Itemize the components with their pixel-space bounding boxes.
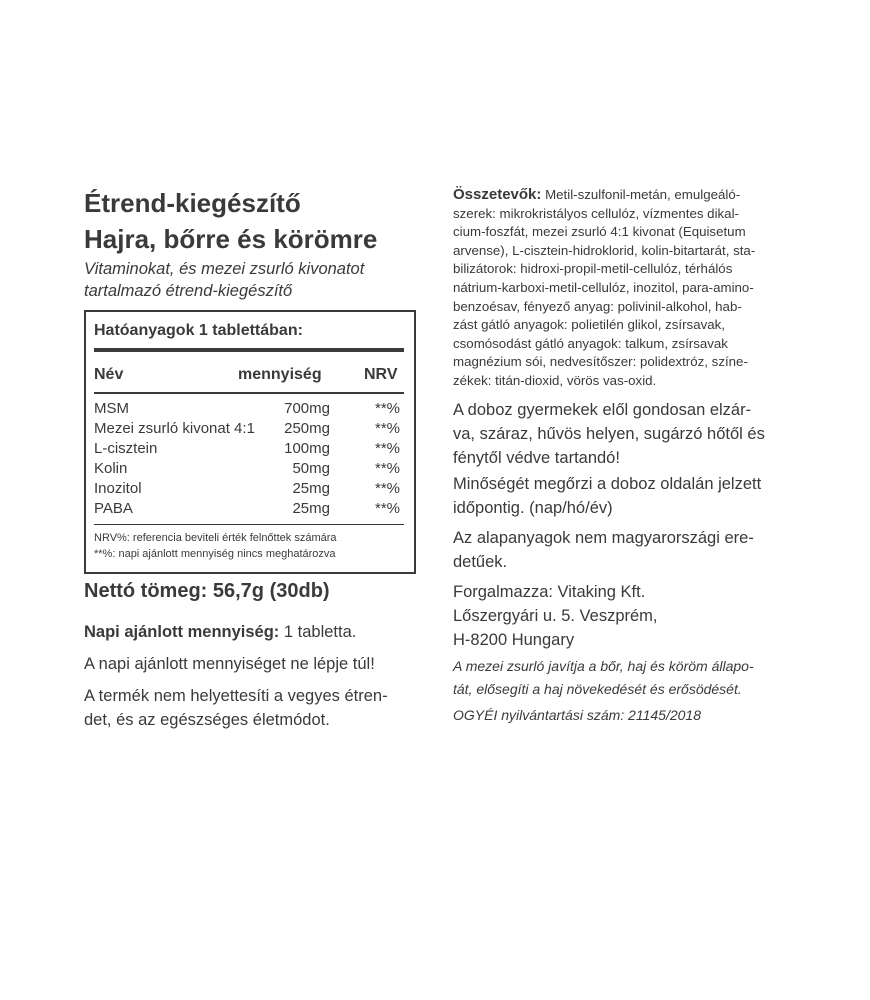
ingredients-line: bilizátorok: hidroxi-propil-metil-cellulóz, térhálós xyxy=(453,261,733,277)
product-title-line2: Hajra, bőrre és körömre xyxy=(84,224,378,254)
ingredients-line: arvense), L-cisztein-hidroklorid, kolin-bitartarát, sta- xyxy=(453,242,756,258)
ingredients-line: zást gátló anyagok: polietilén glikol, zsírsavak, xyxy=(453,317,725,333)
ingredients-line: szerek: mikrokristályos cellulóz, vízmentes dikal- xyxy=(453,205,739,221)
origin-line: detűek. xyxy=(453,553,508,571)
table-heading: Hatóanyagok 1 tablettában: xyxy=(94,322,303,339)
row-name: L-cisztein xyxy=(94,440,158,457)
column-header-name: Név xyxy=(94,366,124,383)
row-amount: 50mg xyxy=(292,460,330,477)
table-thick-divider xyxy=(94,348,404,352)
row-amount: 25mg xyxy=(292,480,330,497)
product-subtitle-line1: Vitaminokat, és mezei zsurló kivonatot xyxy=(84,260,365,278)
distributor-line: Forgalmazza: Vitaking Kft. xyxy=(453,583,646,601)
ingredients-block xyxy=(453,186,786,391)
table-row xyxy=(94,500,402,520)
table-row xyxy=(94,440,402,460)
table-row xyxy=(94,400,402,420)
column-header-amount: mennyiség xyxy=(238,366,322,383)
disclaimer-line2: det, és az egészséges életmódot. xyxy=(84,711,330,729)
row-amount: 700mg xyxy=(284,400,330,417)
storage-instructions xyxy=(453,398,765,470)
dose-warning: A napi ajánlott mennyiséget ne lépje túl! xyxy=(84,655,375,673)
row-amount: 250mg xyxy=(284,420,330,437)
product-title-line1: Étrend-kiegészítő xyxy=(84,188,301,218)
row-nrv: **% xyxy=(374,440,400,457)
product-subtitle-line2: tartalmazó étrend-kiegészítő xyxy=(84,282,293,300)
distributor-info xyxy=(453,580,658,652)
best-before-line: Minőségét megőrzi a doboz oldalán jelzett xyxy=(453,475,762,493)
row-amount: 25mg xyxy=(292,500,330,517)
column-header-nrv: NRV xyxy=(364,366,398,383)
row-nrv: **% xyxy=(374,420,400,437)
table-notes-divider xyxy=(94,524,404,525)
storage-line: A doboz gyermekek elől gondosan elzár- xyxy=(453,401,752,419)
ingredients-line: csomósodást gátló anyagok: talkum, zsírsavak xyxy=(453,335,728,351)
registration-number: OGYÉI nyilvántartási szám: 21145/2018 xyxy=(453,707,701,723)
net-weight: Nettó tömeg: 56,7g (30db) xyxy=(84,580,330,602)
health-claim xyxy=(453,655,754,701)
claim-line: tát, elősegíti a haj növekedését és erősödését. xyxy=(453,681,742,697)
storage-line: va, száraz, hűvös helyen, sugárzó hőtől és xyxy=(453,425,765,443)
row-nrv: **% xyxy=(374,480,400,497)
distributor-line: Lőszergyári u. 5. Veszprém, xyxy=(453,607,658,625)
table-note-asterisk: **%: napi ajánlott mennyiség nincs meghatározva xyxy=(94,548,336,560)
row-nrv: **% xyxy=(374,460,400,477)
row-name: Mezei zsurló kivonat 4:1 xyxy=(94,420,255,437)
table-row xyxy=(94,460,402,480)
row-name: Kolin xyxy=(94,460,128,477)
best-before-line: időpontig. (nap/hó/év) xyxy=(453,499,613,517)
row-name: PABA xyxy=(94,500,133,517)
ingredients-line: magnézium sói, nedvesítőszer: polidextróz, színe- xyxy=(453,354,748,370)
row-nrv: **% xyxy=(374,400,400,417)
ingredients-label: Összetevők: xyxy=(453,186,542,203)
origin-statement xyxy=(453,526,754,574)
table-header-divider xyxy=(94,392,404,394)
distributor-line: H-8200 Hungary xyxy=(453,631,575,649)
table-row xyxy=(94,480,402,500)
row-amount: 100mg xyxy=(284,440,330,457)
disclaimer-line1: A termék nem helyettesíti a vegyes étren- xyxy=(84,687,388,705)
ingredients-line: Összetevők: Metil-szulfonil-metán, emulgeáló- xyxy=(453,186,741,203)
row-name: Inozitol xyxy=(94,480,142,497)
storage-line: fénytől védve tartandó! xyxy=(453,449,620,467)
table-row xyxy=(94,420,402,440)
row-name: MSM xyxy=(94,400,129,417)
ingredients-line: zékek: titán-dioxid, vörös vas-oxid. xyxy=(453,372,657,388)
ingredients-line: benzoésav, fényező anyag: polivinil-alkohol, hab- xyxy=(453,298,742,314)
best-before xyxy=(453,472,761,520)
ingredients-line: cium-foszfát, mezei zsurló 4:1 kivonat (Equisetum xyxy=(453,224,746,240)
daily-dose-value: 1 tabletta. xyxy=(283,623,357,641)
daily-dose-label: Napi ajánlott mennyiség: xyxy=(84,623,280,641)
daily-dose xyxy=(84,620,356,644)
ingredients-line: nátrium-karboxi-metil-cellulóz, inozitol, para-amino- xyxy=(453,279,754,295)
row-nrv: **% xyxy=(374,500,400,517)
origin-line: Az alapanyagok nem magyarországi ere- xyxy=(453,529,754,547)
claim-line: A mezei zsurló javítja a bőr, haj és köröm állapo- xyxy=(453,658,754,674)
table-note-nrv: NRV%: referencia beviteli érték felnőttek számára xyxy=(94,532,337,544)
